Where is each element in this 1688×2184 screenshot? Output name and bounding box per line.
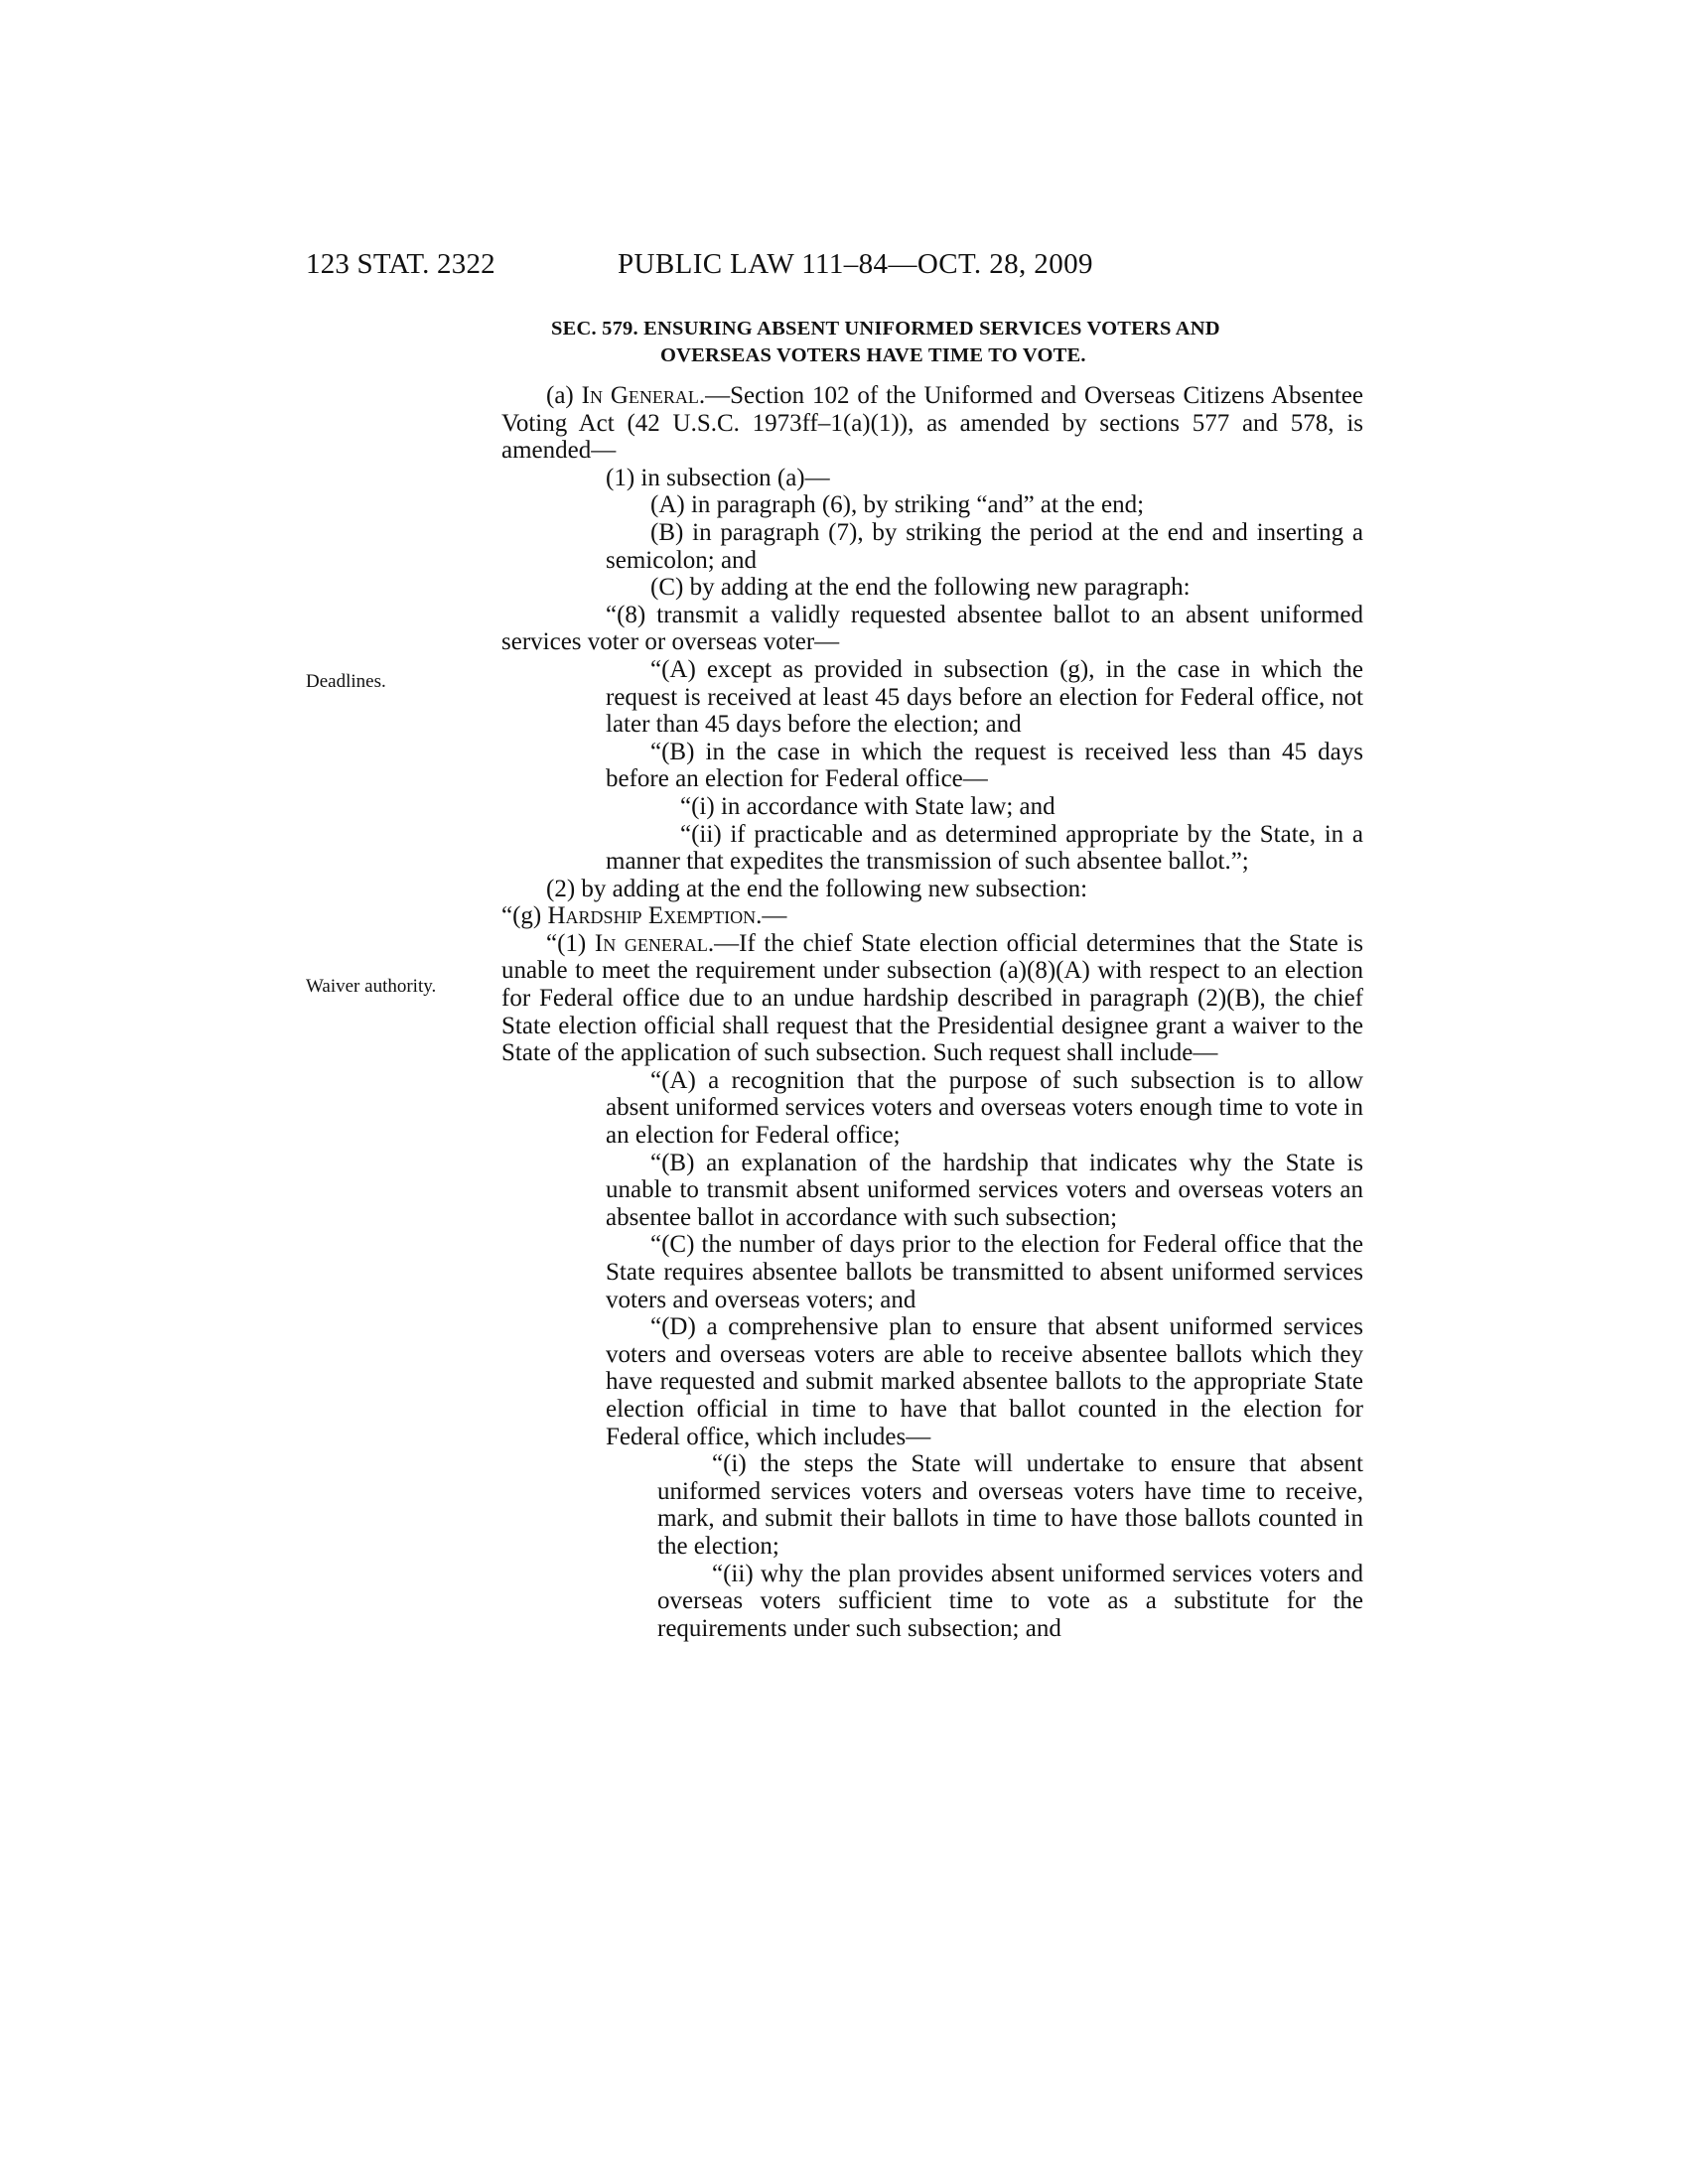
paragraph-1-B: (B) in paragraph (7), by striking the period at the end and inserting a semicolon; and [606, 518, 1363, 574]
section-heading [551, 316, 1363, 369]
paragraph-1-C: (C) by adding at the end the following new paragraph: [650, 574, 1191, 602]
margin-note-deadlines: Deadlines. [306, 671, 386, 692]
quoted-paragraph-8-B-i: “(i) in accordance with State law; and [680, 792, 1055, 820]
subsection-a-heading: In General [581, 382, 699, 409]
subsection-g-1-D-i: “(i) the steps the State will undertake to ensure that absent uniformed services voters and overseas voters have time to receive, mark, and submit their ballots in time to have those ballots counted in the election; [657, 1450, 1363, 1560]
law-title: PUBLIC LAW 111–84—OCT. 28, 2009 [618, 248, 1093, 280]
subsection-g-1: “(1) In general.—If the chief State election official determines that the State is unable to meet the requirement under subsection (a)(8)(A) with respect to an election for Federal office due to an undue hardship described in paragraph (2)(B), the chief State election official shall request that the Presidential designee grant a waiver to the State of the application of such subsection. Such request shall include— [501, 929, 1364, 1067]
subsection-g-1-B: “(B) an explanation of the hardship that indicates why the State is unable to transmit absent uniformed services voters and overseas voters an absentee ballot in accordance with such subsection; [606, 1149, 1363, 1231]
quoted-paragraph-8: “(8) transmit a validly requested absentee ballot to an absent uniformed services voter or overseas voter— [501, 601, 1363, 656]
subsection-g: “(g) Hardship Exemption.— [501, 902, 787, 930]
subsection-g-heading: Hardship Exemption [547, 902, 757, 930]
body-text [501, 382, 1363, 1642]
paragraph-1-A: (A) in paragraph (6), by striking “and” at the end; [650, 491, 1145, 519]
subsection-g-1-A: “(A) a recognition that the purpose of such subsection is to allow absent uniformed services voters and overseas voters enough time to vote in an election for Federal office; [606, 1066, 1363, 1150]
paragraph-2: (2) by adding at the end the following new subsection: [546, 875, 1088, 902]
subsection-a: (a) In General.—Section 102 of the Uniformed and Overseas Citizens Absentee Voting Act (42 U.S.C. 1973ff–1(a)(1)), as amended by sections 577 and 578, is amended— [501, 382, 1363, 465]
margin-note-waiver-authority: Waiver authority. [306, 976, 437, 997]
section-heading-line1: SEC. 579. ENSURING ABSENT UNIFORMED SERVICES VOTERS AND [551, 318, 1220, 340]
subsection-g-1-D-ii: “(ii) why the plan provides absent uniformed services voters and overseas voters sufficient time to vote as a substitute for the requirements under such subsection; and [657, 1560, 1363, 1642]
quoted-paragraph-8-B-ii: “(ii) if practicable and as determined appropriate by the State, in a manner that expedites the transmission of such absentee ballot.”; [606, 820, 1363, 876]
stat-citation: 123 STAT. 2322 [306, 248, 495, 280]
subsection-g-1-heading: In general [594, 929, 708, 957]
quoted-paragraph-8-A: “(A) except as provided in subsection (g), in the case in which the request is received at least 45 days before an election for Federal office, not later than 45 days before the election; and [606, 655, 1363, 739]
subsection-g-1-D: “(D) a comprehensive plan to ensure that absent uniformed services voters and overseas voters are able to receive absentee ballots which they have requested and submit marked absentee ballots to the appropriate State election official in time to have that ballot counted in the election for Federal office, which includes— [606, 1313, 1363, 1450]
page-header [0, 248, 1688, 288]
quoted-paragraph-8-B: “(B) in the case in which the request is received less than 45 days before an election for Federal office— [606, 738, 1363, 793]
paragraph-1: (1) in subsection (a)— [606, 464, 830, 491]
subsection-g-1-C: “(C) the number of days prior to the election for Federal office that the State requires absentee ballots be transmitted to absent uniformed services voters and overseas voters; and [606, 1231, 1363, 1313]
section-heading-line2: OVERSEAS VOTERS HAVE TIME TO VOTE. [660, 344, 1086, 366]
